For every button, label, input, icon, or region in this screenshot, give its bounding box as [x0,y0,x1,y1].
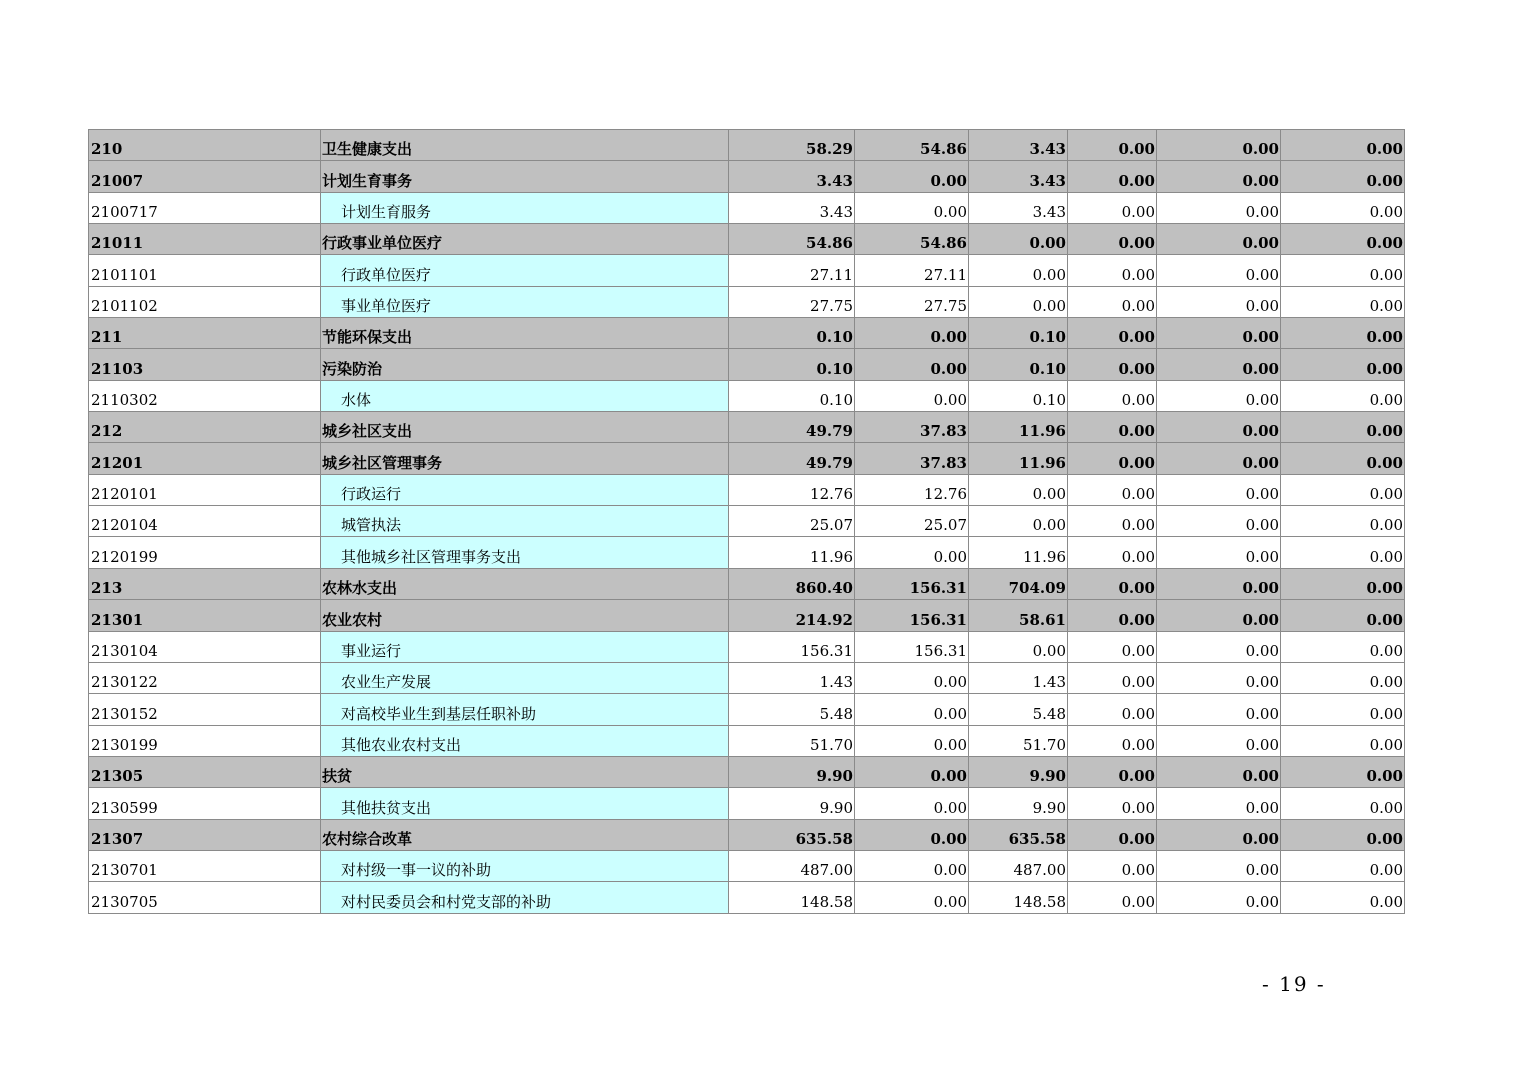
amount-cell: 9.90 [729,788,855,819]
subject-code-cell: 2120199 [89,537,321,568]
amount-cell: 0.00 [1157,600,1281,631]
table-row [89,318,1405,349]
amount-cell: 156.31 [855,631,969,662]
amount-cell: 11.96 [729,537,855,568]
amount-cell: 12.76 [855,474,969,505]
amount-cell: 0.00 [1157,224,1281,255]
subject-code-cell: 21011 [89,224,321,255]
amount-cell: 0.00 [855,349,969,380]
subject-name-cell: 城乡社区管理事务 [321,443,729,474]
amount-cell: 0.00 [1281,788,1405,819]
amount-cell: 0.00 [1157,725,1281,756]
amount-cell: 0.00 [1157,662,1281,693]
amount-cell: 0.10 [969,349,1068,380]
page-number: - 19 - [1262,972,1326,996]
amount-cell: 0.00 [855,380,969,411]
amount-cell: 860.40 [729,568,855,599]
amount-cell: 9.90 [969,788,1068,819]
amount-cell: 0.00 [1281,537,1405,568]
amount-cell: 0.00 [1281,380,1405,411]
amount-cell: 0.00 [1068,600,1157,631]
amount-cell: 0.00 [1281,600,1405,631]
amount-cell: 0.00 [855,882,969,913]
table-row [89,443,1405,474]
amount-cell: 11.96 [969,412,1068,443]
subject-name-cell: 其他扶贫支出 [321,788,729,819]
table-row [89,725,1405,756]
amount-cell: 0.00 [1157,286,1281,317]
amount-cell: 0.00 [1281,694,1405,725]
subject-code-cell: 2130122 [89,662,321,693]
amount-cell: 0.00 [1068,224,1157,255]
amount-cell: 3.43 [969,130,1068,161]
amount-cell: 0.00 [1068,255,1157,286]
subject-code-cell: 212 [89,412,321,443]
amount-cell: 27.75 [855,286,969,317]
amount-cell: 1.43 [729,662,855,693]
table-row [89,255,1405,286]
amount-cell: 0.00 [1281,255,1405,286]
amount-cell: 11.96 [969,537,1068,568]
amount-cell: 58.29 [729,130,855,161]
amount-cell: 25.07 [855,506,969,537]
amount-cell: 0.00 [1157,474,1281,505]
table-row [89,537,1405,568]
amount-cell: 487.00 [729,850,855,881]
table-row [89,506,1405,537]
amount-cell: 9.90 [969,756,1068,787]
amount-cell: 3.43 [969,192,1068,223]
amount-cell: 3.43 [969,161,1068,192]
amount-cell: 37.83 [855,412,969,443]
amount-cell: 0.00 [1068,192,1157,223]
amount-cell: 49.79 [729,412,855,443]
amount-cell: 0.00 [855,725,969,756]
amount-cell: 0.10 [729,349,855,380]
amount-cell: 0.00 [1281,725,1405,756]
amount-cell: 0.00 [1068,130,1157,161]
amount-cell: 0.00 [969,286,1068,317]
table-row [89,286,1405,317]
amount-cell: 27.75 [729,286,855,317]
amount-cell: 3.43 [729,192,855,223]
amount-cell: 487.00 [969,850,1068,881]
amount-cell: 0.00 [1068,756,1157,787]
amount-cell: 0.10 [729,380,855,411]
subject-name-cell: 农业农村 [321,600,729,631]
amount-cell: 156.31 [729,631,855,662]
amount-cell: 0.00 [1068,537,1157,568]
amount-cell: 0.00 [1157,380,1281,411]
amount-cell: 704.09 [969,568,1068,599]
amount-cell: 0.00 [1068,882,1157,913]
table-row [89,474,1405,505]
amount-cell: 0.00 [1068,725,1157,756]
amount-cell: 0.00 [1281,161,1405,192]
subject-name-cell: 水体 [321,380,729,411]
amount-cell: 0.00 [1281,662,1405,693]
amount-cell: 0.00 [855,850,969,881]
amount-cell: 0.00 [1281,756,1405,787]
amount-cell: 0.00 [1157,694,1281,725]
table-row [89,600,1405,631]
amount-cell: 0.00 [1157,819,1281,850]
subject-code-cell: 2130152 [89,694,321,725]
amount-cell: 0.00 [1281,286,1405,317]
amount-cell: 0.00 [1157,161,1281,192]
amount-cell: 0.00 [855,694,969,725]
amount-cell: 0.00 [1157,537,1281,568]
table-row [89,788,1405,819]
amount-cell: 54.86 [855,224,969,255]
amount-cell: 0.00 [1157,788,1281,819]
amount-cell: 0.00 [1281,318,1405,349]
subject-name-cell: 其他农业农村支出 [321,725,729,756]
subject-code-cell: 213 [89,568,321,599]
subject-name-cell: 农林水支出 [321,568,729,599]
amount-cell: 37.83 [855,443,969,474]
subject-code-cell: 2120101 [89,474,321,505]
subject-name-cell: 对村级一事一议的补助 [321,850,729,881]
amount-cell: 0.00 [1157,506,1281,537]
amount-cell: 0.00 [855,318,969,349]
amount-cell: 0.00 [1281,349,1405,380]
subject-name-cell: 行政运行 [321,474,729,505]
amount-cell: 0.00 [1157,568,1281,599]
amount-cell: 0.00 [1068,380,1157,411]
amount-cell: 5.48 [729,694,855,725]
table-row [89,882,1405,913]
subject-name-cell: 对村民委员会和村党支部的补助 [321,882,729,913]
amount-cell: 0.00 [1068,788,1157,819]
subject-code-cell: 210 [89,130,321,161]
amount-cell: 0.00 [1281,443,1405,474]
amount-cell: 58.61 [969,600,1068,631]
subject-name-cell: 卫生健康支出 [321,130,729,161]
amount-cell: 3.43 [729,161,855,192]
amount-cell: 0.00 [1068,850,1157,881]
amount-cell: 0.00 [855,161,969,192]
amount-cell: 156.31 [855,600,969,631]
amount-cell: 0.00 [1068,568,1157,599]
amount-cell: 148.58 [729,882,855,913]
amount-cell: 214.92 [729,600,855,631]
table-row [89,568,1405,599]
amount-cell: 0.00 [1157,756,1281,787]
amount-cell: 0.00 [969,255,1068,286]
table-row [89,412,1405,443]
subject-code-cell: 2130701 [89,850,321,881]
amount-cell: 0.00 [1281,192,1405,223]
subject-code-cell: 21301 [89,600,321,631]
amount-cell: 0.00 [1281,882,1405,913]
table-row [89,161,1405,192]
subject-name-cell: 计划生育服务 [321,192,729,223]
amount-cell: 0.00 [969,506,1068,537]
subject-name-cell: 扶贫 [321,756,729,787]
table-row [89,380,1405,411]
amount-cell: 0.00 [855,662,969,693]
subject-name-cell: 其他城乡社区管理事务支出 [321,537,729,568]
subject-code-cell: 2101101 [89,255,321,286]
subject-name-cell: 行政单位医疗 [321,255,729,286]
subject-code-cell: 21307 [89,819,321,850]
amount-cell: 0.10 [729,318,855,349]
amount-cell: 0.00 [1157,412,1281,443]
subject-code-cell: 21201 [89,443,321,474]
amount-cell: 51.70 [969,725,1068,756]
subject-code-cell: 21305 [89,756,321,787]
amount-cell: 0.00 [969,224,1068,255]
amount-cell: 0.00 [1281,631,1405,662]
amount-cell: 25.07 [729,506,855,537]
amount-cell: 0.00 [969,631,1068,662]
amount-cell: 5.48 [969,694,1068,725]
table-row [89,756,1405,787]
amount-cell: 0.00 [1068,662,1157,693]
amount-cell: 49.79 [729,443,855,474]
amount-cell: 0.00 [1068,694,1157,725]
amount-cell: 0.00 [1157,882,1281,913]
table-row [89,631,1405,662]
subject-code-cell: 2130599 [89,788,321,819]
amount-cell: 0.00 [1281,412,1405,443]
budget-table [88,129,1405,914]
table-row [89,224,1405,255]
amount-cell: 635.58 [729,819,855,850]
amount-cell: 0.00 [855,788,969,819]
amount-cell: 0.00 [1157,255,1281,286]
amount-cell: 0.00 [1281,568,1405,599]
subject-name-cell: 城乡社区支出 [321,412,729,443]
table-row [89,850,1405,881]
amount-cell: 0.00 [1068,412,1157,443]
amount-cell: 0.00 [1157,349,1281,380]
subject-code-cell: 2110302 [89,380,321,411]
table-row [89,694,1405,725]
table-row [89,349,1405,380]
amount-cell: 0.00 [1157,192,1281,223]
subject-name-cell: 计划生育事务 [321,161,729,192]
subject-name-cell: 对高校毕业生到基层任职补助 [321,694,729,725]
subject-name-cell: 事业运行 [321,631,729,662]
amount-cell: 0.00 [969,474,1068,505]
amount-cell: 27.11 [729,255,855,286]
amount-cell: 1.43 [969,662,1068,693]
subject-code-cell: 2101102 [89,286,321,317]
subject-code-cell: 211 [89,318,321,349]
subject-code-cell: 2130705 [89,882,321,913]
subject-name-cell: 农业生产发展 [321,662,729,693]
subject-code-cell: 2100717 [89,192,321,223]
amount-cell: 0.00 [855,756,969,787]
amount-cell: 51.70 [729,725,855,756]
amount-cell: 0.00 [1068,318,1157,349]
amount-cell: 0.00 [1068,161,1157,192]
amount-cell: 148.58 [969,882,1068,913]
table-row [89,192,1405,223]
table-row [89,662,1405,693]
amount-cell: 0.00 [1281,474,1405,505]
amount-cell: 0.00 [1068,474,1157,505]
subject-name-cell: 事业单位医疗 [321,286,729,317]
amount-cell: 0.10 [969,380,1068,411]
amount-cell: 11.96 [969,443,1068,474]
amount-cell: 0.00 [1068,819,1157,850]
subject-name-cell: 行政事业单位医疗 [321,224,729,255]
amount-cell: 0.00 [855,537,969,568]
subject-code-cell: 21103 [89,349,321,380]
subject-name-cell: 城管执法 [321,506,729,537]
amount-cell: 0.00 [1281,506,1405,537]
amount-cell: 635.58 [969,819,1068,850]
amount-cell: 0.00 [855,819,969,850]
subject-code-cell: 2120104 [89,506,321,537]
subject-code-cell: 21007 [89,161,321,192]
amount-cell: 0.00 [1157,631,1281,662]
amount-cell: 27.11 [855,255,969,286]
amount-cell: 12.76 [729,474,855,505]
amount-cell: 54.86 [729,224,855,255]
amount-cell: 0.00 [1068,443,1157,474]
subject-name-cell: 节能环保支出 [321,318,729,349]
amount-cell: 0.00 [1157,130,1281,161]
subject-name-cell: 污染防治 [321,349,729,380]
amount-cell: 0.00 [855,192,969,223]
table-body [89,130,1405,914]
table-row [89,130,1405,161]
amount-cell: 0.00 [1281,850,1405,881]
amount-cell: 0.00 [1068,286,1157,317]
amount-cell: 0.00 [1281,130,1405,161]
amount-cell: 0.00 [1157,318,1281,349]
subject-code-cell: 2130199 [89,725,321,756]
amount-cell: 0.00 [1157,850,1281,881]
amount-cell: 0.00 [1068,506,1157,537]
amount-cell: 0.00 [1157,443,1281,474]
amount-cell: 54.86 [855,130,969,161]
amount-cell: 156.31 [855,568,969,599]
subject-name-cell: 农村综合改革 [321,819,729,850]
amount-cell: 0.00 [1068,631,1157,662]
amount-cell: 0.00 [1281,819,1405,850]
subject-code-cell: 2130104 [89,631,321,662]
amount-cell: 9.90 [729,756,855,787]
amount-cell: 0.10 [969,318,1068,349]
amount-cell: 0.00 [1281,224,1405,255]
amount-cell: 0.00 [1068,349,1157,380]
table-row [89,819,1405,850]
